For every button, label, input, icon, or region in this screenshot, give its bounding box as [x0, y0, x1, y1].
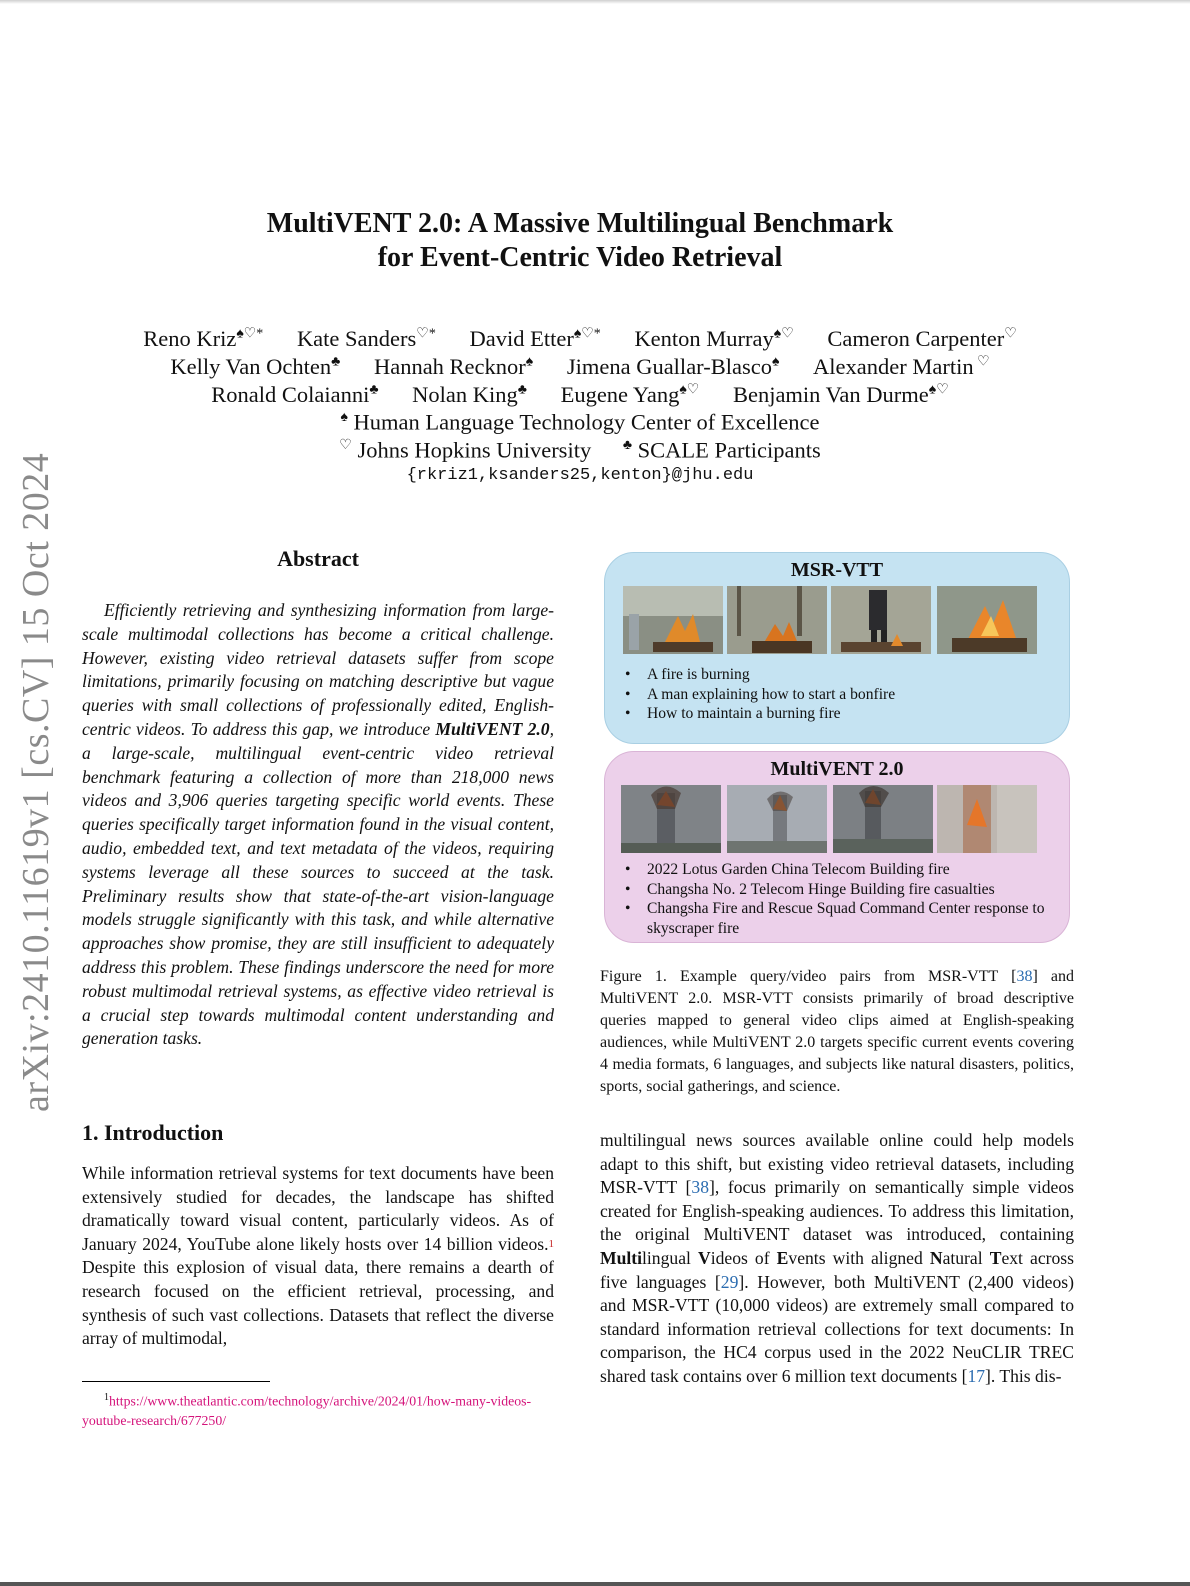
affiliation-1: ♠ Human Language Technology Center of Excellence — [340, 409, 820, 435]
abstract-body: Efficiently retrieving and synthesizing information from large-scale multimodal collections has become a critical challenge. However, existing video retrieval datasets suffer from scope limitations, primarily focusing on matching descriptive but vague queries with small collections of professionally edited, English-centric videos. To address this gap, we introduce MultiVENT 2.0, a large-scale, multilingual event-centric video retrieval benchmark featuring a collection of more than 218,000 news videos and 3,906 queries targeting specific world events. These queries specifically target information found in the visual content, audio, embedded text, and text metadata of the videos, requiring systems leverage all these sources to succeed at the task. Preliminary results show that state-of-the-art vision-language models struggle significantly with this task, and while alternative approaches show promise, they are still insufficient to adequately address this problem. These findings underscore the need for more robust multimodal retrieval systems, as effective video retrieval is a crucial step towards multimodal content understanding and generation tasks. — [82, 600, 555, 1049]
video-thumbnail — [937, 785, 1037, 853]
query-item: • Changsha Fire and Rescue Squad Command Center response to skyscraper fire — [619, 899, 1059, 938]
author: Eugene Yang♠♡ — [560, 381, 700, 407]
video-thumbnail — [831, 586, 931, 654]
citation-link[interactable]: 17 — [967, 1365, 986, 1386]
figure-caption: Figure 1. Example query/video pairs from MSR-VTT [38] and MultiVENT 2.0. MSR-VTT consists primarily of broad descriptive queries mapped to general video clips aimed at English-speaking audiences, while MultiVENT 2.0 targets specific current events covering 4 media formats, 6 languages, and subjects like natural disasters, politics, sports, social gatherings, and science. — [600, 968, 1074, 1095]
video-thumbnail — [833, 785, 933, 853]
video-thumbnail — [621, 785, 721, 853]
figure-panel-multivent — [604, 751, 1070, 943]
paper-title-line2: for Event-Centric Video Retrieval — [377, 242, 783, 273]
author: Cameron Carpenter♡ — [827, 325, 1017, 351]
section-heading-introduction: 1. Introduction — [82, 1120, 224, 1145]
video-thumbnail — [727, 785, 827, 853]
query-item: • Changsha No. 2 Telecom Hinge Building fire casualties — [619, 880, 1059, 900]
figure-panel-msrvtt — [604, 552, 1070, 744]
video-thumbnail — [727, 586, 827, 654]
query-list — [619, 665, 1049, 724]
author: Reno Kriz♠♡* — [143, 325, 264, 351]
affiliation-2-3: ♡ Johns Hopkins University ♣ SCALE Participants — [339, 437, 821, 463]
intro-paragraph-right: multilingual news sources available online could help models adapt to this shift, but existing video retrieval datasets, including MSR-VTT [38], focus primarily on semantically simple videos created for English-speaking audiences. To address this limitation, the original MultiVENT dataset was introduced, containing Multilingual Videos of Events with aligned Natural Text across five languages [29]. However, both MultiVENT (2,400 videos) and MSR-VTT (10,000 videos) are extremely small compared to standard information retrieval collections for text documents: In comparison, the HC4 corpus used in the 2022 NeuCLIR TREC shared task contains over 6 million text documents [17]. This dis- — [600, 1130, 1074, 1386]
viewer-top-edge — [0, 0, 1190, 4]
author: Alexander Martin ♡ — [813, 353, 990, 379]
query-item: • 2022 Lotus Garden China Telecom Building fire — [619, 860, 1059, 880]
intro-paragraph-left: While information retrieval systems for text documents have been extensively studied for decades, the landscape has shifted dramatically toward visual content, particularly videos. As of January 2024, YouTube alone likely hosts over 14 billion videos.$^1$ Despite this explosion of visual data, there remains a dearth of research focused on the efficient retrieval, processing, and synthesis of such vast collections. Datasets that reflect the diverse array of multimodal, — [82, 1163, 554, 1349]
author: Benjamin Van Durme♠♡ — [732, 381, 949, 407]
panel-title: MSR-VTT — [790, 559, 884, 581]
author: Kelly Van Ochten♣ — [170, 353, 341, 379]
paper-title-line1: MultiVENT 2.0: A Massive Multilingual Benchmark — [266, 208, 894, 239]
author: Nolan King♣ — [412, 381, 527, 407]
author: Hannah Recknor♠ — [373, 353, 534, 379]
query-item: • A man explaining how to start a bonfire — [619, 685, 1049, 705]
footnote-link[interactable]: 1 — [548, 1237, 554, 1250]
panel-title: MultiVENT 2.0 — [770, 758, 904, 780]
author: David Etter♠♡* — [469, 325, 601, 351]
abstract-heading: Abstract — [277, 546, 359, 571]
author-email: {rkriz1,ksanders25,kenton}@jhu.edu — [406, 466, 754, 485]
citation-link[interactable]: 38 — [1016, 968, 1033, 985]
query-item: • A fire is burning — [619, 665, 1049, 685]
author: Kate Sanders♡* — [296, 325, 436, 351]
video-thumbnail — [623, 586, 723, 654]
author: Jimena Guallar-Blasco♠ — [566, 353, 780, 379]
citation-link[interactable]: 38 — [691, 1177, 709, 1198]
query-item: • How to maintain a burning fire — [619, 704, 1049, 724]
arxiv-id: arXiv:2410.11619v1 [cs.CV] 15 Oct 2024 — [15, 452, 57, 1112]
footnote-url-link[interactable]: https://www.theatlantic.com/technology/archive/2024/01/how-many-videos-youtube-research/677250/ — [82, 1393, 532, 1428]
query-list — [619, 860, 1059, 938]
citation-link[interactable]: 29 — [720, 1271, 739, 1292]
author: Kenton Murray♠♡ — [634, 325, 794, 351]
footnote-rule — [82, 1381, 270, 1382]
video-thumbnail — [937, 586, 1037, 654]
author: Ronald Colaianni♣ — [211, 381, 379, 407]
viewer-bottom-edge — [0, 1582, 1190, 1586]
footnote: $^1$https://www.theatlantic.com/technology/archive/2024/01/how-many-videos-youtube-research/677250/ — [82, 1392, 532, 1428]
